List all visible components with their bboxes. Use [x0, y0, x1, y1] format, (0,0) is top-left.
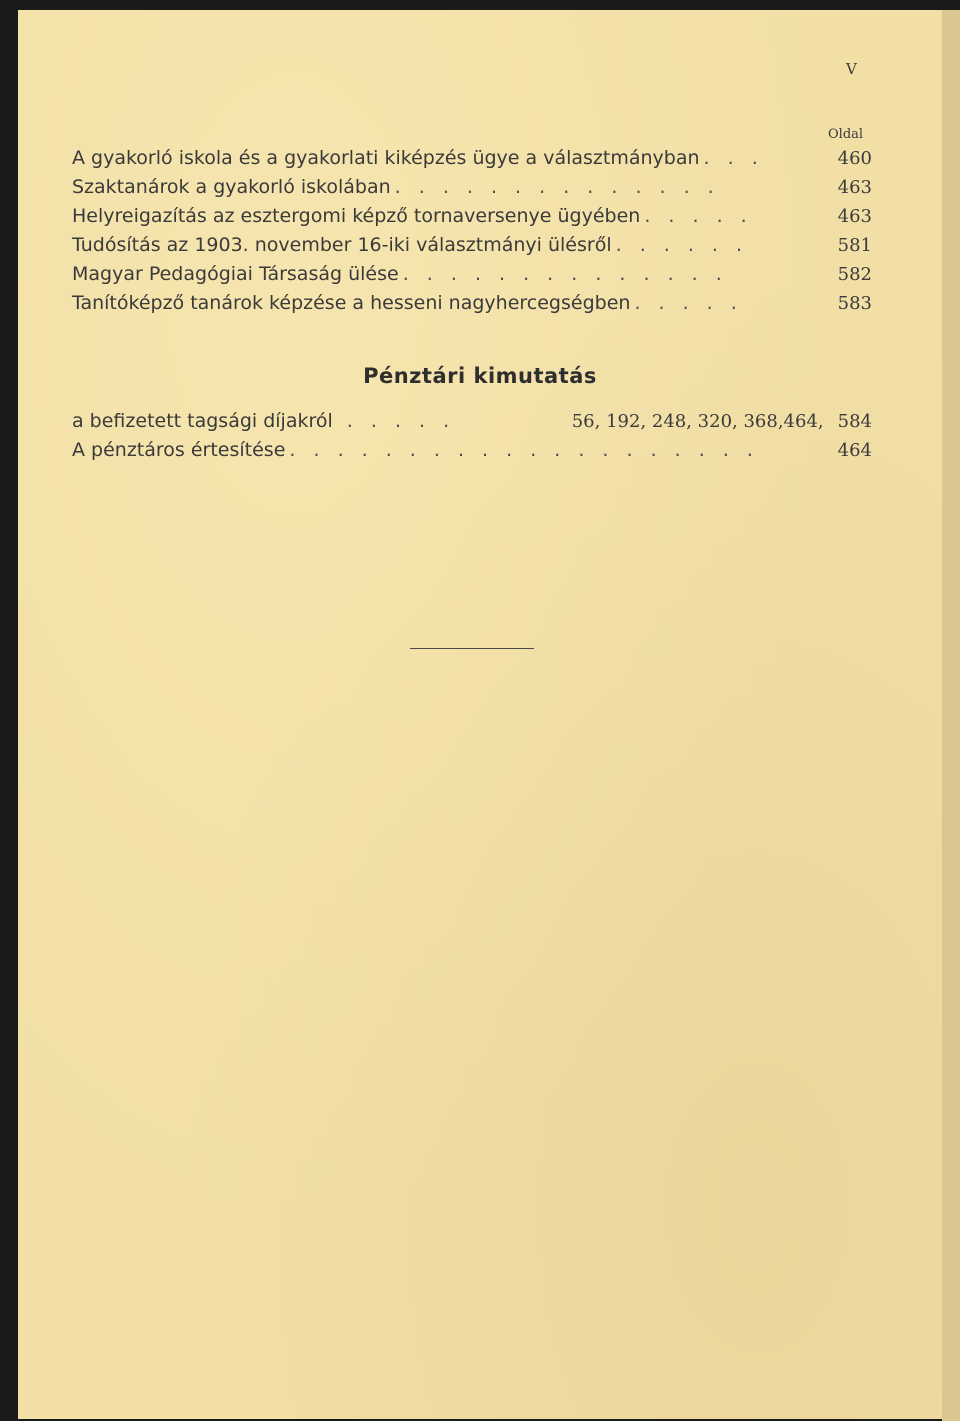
section-entry-page: 584 — [837, 411, 872, 432]
toc-entry-page: 581 — [837, 235, 872, 256]
section-entry-title: A pénztáros értesítése — [72, 439, 286, 461]
toc-leader-dots: . . . . . — [634, 292, 743, 314]
toc-entry-page: 583 — [837, 293, 872, 314]
toc-leader-dots: . . . . . . — [615, 234, 749, 256]
toc-entry-page: 463 — [837, 206, 872, 227]
page-number: V — [846, 60, 858, 78]
toc-entry-title: Helyreigazítás az esztergomi képző tornaversenye ügyében — [72, 205, 641, 227]
toc-entry-title: Tanítóképző tanárok képzése a hesseni nagyhercegségben — [72, 292, 631, 314]
section-leader-dots: . . . . . — [346, 410, 456, 432]
page-edge — [942, 10, 960, 1421]
section-leader-dots: . . . . . . . . . . . . . . . . . . . . — [289, 439, 759, 461]
column-header-oldal: Oldal — [828, 127, 864, 142]
toc-leader-dots: . . . — [703, 147, 764, 169]
closing-rule — [410, 648, 534, 649]
toc-leader-dots: . . . . . . . . . . . . . . — [394, 176, 720, 198]
toc-entry-title: Szaktanárok a gyakorló iskolában — [72, 176, 391, 198]
toc-entry — [72, 234, 872, 262]
section-entry-title: a befizetett tagsági díjakról — [72, 410, 333, 432]
section-title: Pénztári kimutatás — [363, 364, 597, 388]
document-page — [18, 10, 942, 1419]
toc-entry-page: 460 — [837, 148, 872, 169]
toc-entry-page: 463 — [837, 177, 872, 198]
toc-entry-title: Tudósítás az 1903. november 16-iki választmányi ülésről — [72, 234, 612, 256]
toc-leader-dots: . . . . . . . . . . . . . . — [402, 263, 728, 285]
section-entry — [72, 439, 872, 467]
toc-entry-page: 582 — [837, 264, 872, 285]
toc-leader-dots: . . . . . — [644, 205, 753, 227]
section-entry-pages: 56, 192, 248, 320, 368,464, — [571, 411, 824, 432]
toc-entry — [72, 292, 872, 320]
toc-entry — [72, 263, 872, 291]
toc-entry — [72, 205, 872, 233]
toc-entry — [72, 176, 872, 204]
toc-entry-title: Magyar Pedagógiai Társaság ülése — [72, 263, 399, 285]
section-entry — [72, 410, 872, 438]
toc-entry — [72, 147, 872, 175]
section-entry-page: 464 — [837, 440, 872, 461]
toc-entry-title: A gyakorló iskola és a gyakorlati kiképzés ügye a választmányban — [72, 147, 700, 169]
